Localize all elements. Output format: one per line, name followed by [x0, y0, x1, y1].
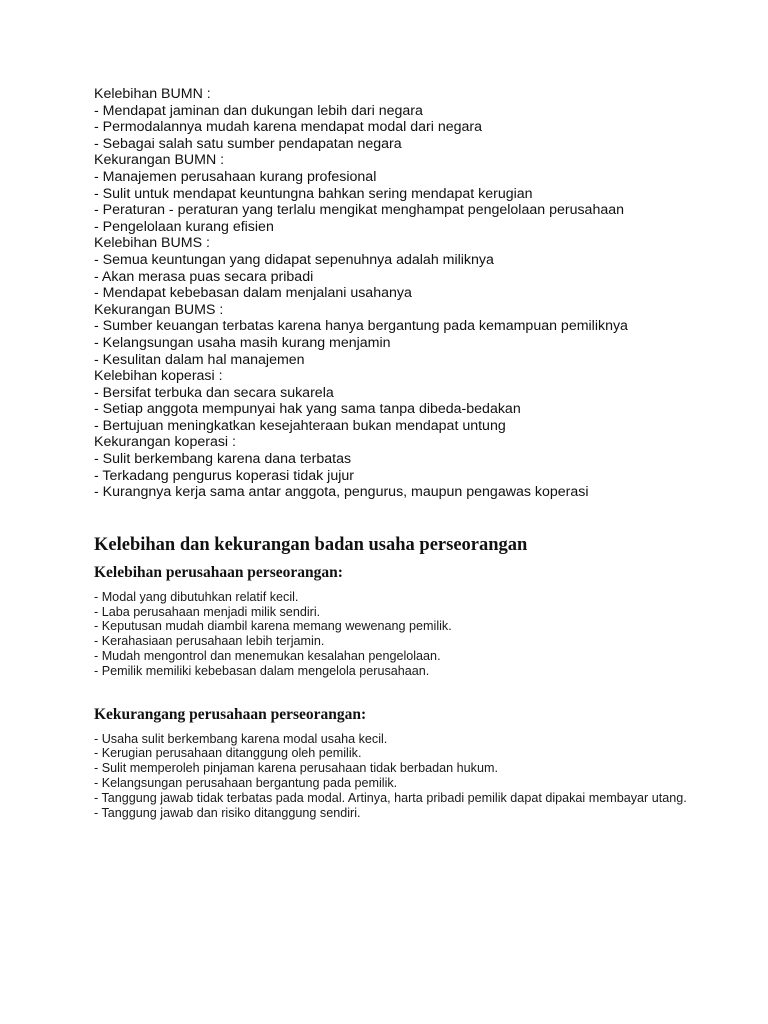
list-item: - Kurangnya kerja sama antar anggota, pengurus, maupun pengawas koperasi	[94, 484, 589, 501]
list-item: - Usaha sulit berkembang karena modal usaha kecil.	[94, 731, 388, 746]
list-item: - Mendapat jaminan dan dukungan lebih dari negara	[94, 102, 423, 119]
list-item: - Sulit memperoleh pinjaman karena perusahaan tidak berbadan hukum.	[94, 761, 498, 776]
kekurangan-heading: Kekurangang perusahaan perseorangan:	[94, 705, 367, 723]
list-item: - Manajemen perusahaan kurang profesional	[94, 168, 377, 185]
group-heading: Kelebihan koperasi :	[94, 368, 223, 385]
kelebihan-heading: Kelebihan perusahaan perseorangan:	[94, 563, 343, 581]
list-item: - Kerahasiaan perusahaan lebih terjamin.	[94, 634, 325, 649]
list-item: - Setiap anggota mempunyai hak yang sama tanpa dibeda-bedakan	[94, 401, 521, 418]
list-item: - Pengelolaan kurang efisien	[94, 218, 274, 235]
list-item: - Peraturan - peraturan yang terlalu mengikat menghampat pengelolaan perusahaan	[94, 202, 625, 219]
group-heading: Kelebihan BUMS :	[94, 235, 210, 252]
kelebihan-list	[94, 590, 734, 679]
list-item: - Permodalannya mudah karena mendapat modal dari negara	[94, 119, 483, 136]
group-heading: Kekurangan BUMS :	[94, 301, 224, 318]
list-item: - Akan merasa puas secara pribadi	[94, 268, 314, 285]
list-item: - Bersifat terbuka dan secara sukarela	[94, 384, 334, 401]
list-item: - Bertujuan meningkatkan kesejahteraan bukan mendapat untung	[94, 417, 506, 434]
list-item: - Sulit berkembang karena dana terbatas	[94, 451, 352, 468]
list-item: - Laba perusahaan menjadi milik sendiri.	[94, 604, 321, 619]
list-item: - Mudah mengontrol dan menemukan kesalahan pengelolaan.	[94, 649, 441, 664]
list-item: - Kesulitan dalam hal manajemen	[94, 351, 305, 368]
list-item: - Kelangsungan usaha masih kurang menjamin	[94, 334, 391, 351]
list-item: - Sulit untuk mendapat keuntungna bahkan sering mendapat kerugian	[94, 185, 533, 202]
list-item: - Tanggung jawab dan risiko ditanggung sendiri.	[94, 805, 361, 820]
list-item: - Kerugian perusahaan ditanggung oleh pemilik.	[94, 746, 362, 761]
section-title: Kelebihan dan kekurangan badan usaha perseorangan	[94, 534, 528, 555]
group-heading: Kekurangan BUMN :	[94, 152, 225, 169]
group-heading: Kelebihan BUMN :	[94, 86, 211, 102]
list-item: - Sebagai salah satu sumber pendapatan negara	[94, 135, 402, 152]
badan-usaha-section	[94, 86, 734, 501]
group-heading: Kekurangan koperasi :	[94, 434, 236, 451]
list-item: - Pemilik memiliki kebebasan dalam mengelola perusahaan.	[94, 663, 430, 678]
list-item: - Terkadang pengurus koperasi tidak jujur	[94, 467, 354, 484]
document-page	[94, 86, 734, 820]
list-item: - Modal yang dibutuhkan relatif kecil.	[94, 589, 299, 604]
list-item: - Kelangsungan perusahaan bergantung pada pemilik.	[94, 776, 398, 791]
kekurangan-list	[94, 732, 734, 821]
list-item: - Mendapat kebebasan dalam menjalani usahanya	[94, 285, 412, 302]
list-item: - Tanggung jawab tidak terbatas pada modal. Artinya, harta pribadi pemilik dapat dipakai membayar utang.	[94, 790, 687, 805]
list-item: - Semua keuntungan yang didapat sepenuhnya adalah miliknya	[94, 251, 494, 268]
list-item: - Keputusan mudah diambil karena memang wewenang pemilik.	[94, 619, 452, 634]
list-item: - Sumber keuangan terbatas karena hanya bergantung pada kemampuan pemiliknya	[94, 318, 628, 335]
